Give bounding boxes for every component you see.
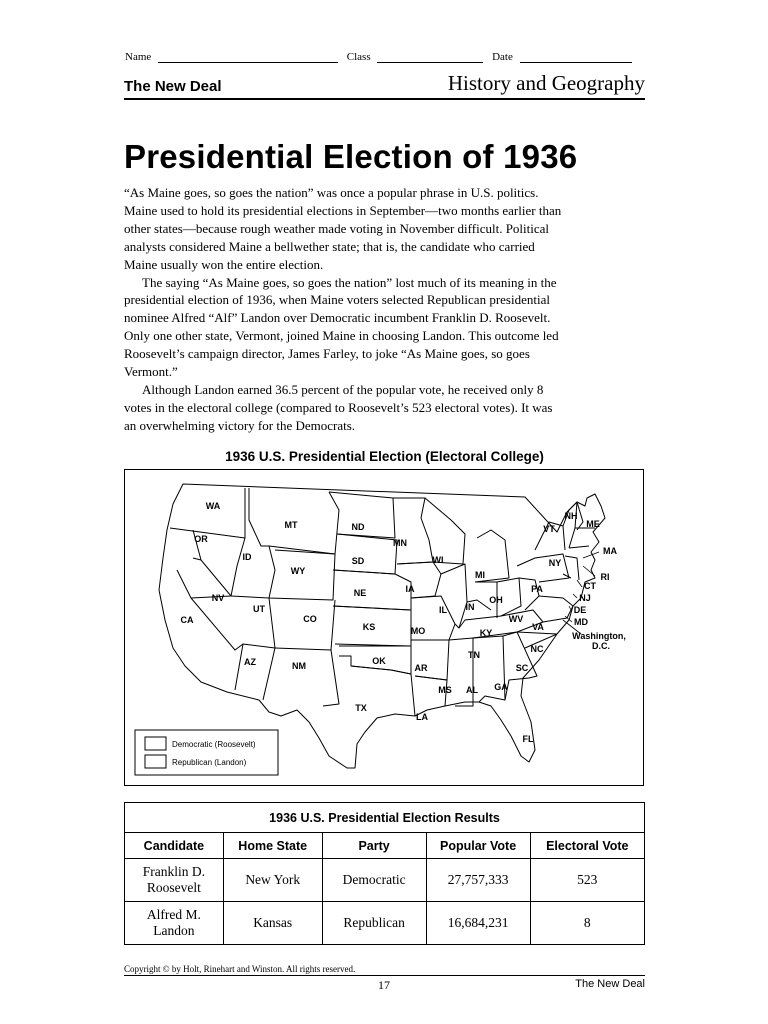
candidate-cell (125, 859, 224, 902)
state-label-ia: IA (405, 584, 415, 594)
state-label-nc: NC (530, 644, 544, 654)
home-state-cell: Kansas (223, 902, 322, 945)
candidate-first-name: Alfred M. (146, 907, 201, 922)
state-label-ks: KS (362, 622, 376, 632)
state-label-md: MD (574, 617, 588, 627)
state-label-wy: WY (290, 566, 306, 576)
state-label-dc-line2: D.C. (592, 641, 610, 651)
state-label-al: AL (466, 685, 478, 695)
state-label-nv: NV (211, 593, 225, 603)
state-label-va: VA (532, 622, 544, 632)
copyright-notice: Copyright © by Holt, Rinehart and Winston. All rights reserved. (124, 964, 356, 974)
state-label-wv: WV (508, 614, 524, 624)
table-row (125, 859, 645, 902)
electoral-map (124, 469, 644, 786)
paragraph: “As Maine goes, so goes the nation” was once a popular phrase in U.S. politics. Maine used to hold its presidential elections in September—two months earlier than other states—because rough weather made voting in November difficult. Political analysts considered Maine a bellwether state; that is, the candidate who carried Maine usually won the entire election. (124, 185, 562, 272)
state-label-oh: OH (489, 595, 503, 605)
footer-unit-title: The New Deal (575, 978, 645, 990)
date-blank[interactable] (520, 52, 632, 63)
state-label-ne: NE (353, 588, 367, 598)
state-label-mo: MO (410, 626, 426, 636)
state-label-ny: NY (548, 558, 562, 568)
state-label-fl: FL (522, 734, 534, 744)
state-label-nd: ND (351, 522, 365, 532)
candidate-last-name: Landon (153, 923, 195, 938)
state-label-ar: AR (414, 663, 428, 673)
party-cell: Republican (322, 902, 426, 945)
state-label-me: ME (586, 519, 600, 529)
home-state-cell: New York (223, 859, 322, 902)
class-blank[interactable] (377, 52, 483, 63)
state-label-ut: UT (253, 604, 265, 614)
name-blank[interactable] (158, 52, 338, 63)
paragraph: Although Landon earned 36.5 percent of the popular vote, he received only 8 votes in the electoral college (compared to Roosevelt’s 523 electoral votes). It was an overwhelming victory for the Democrats. (124, 381, 553, 433)
state-label-sc: SC (515, 663, 529, 673)
state-label-ca: CA (180, 615, 194, 625)
state-label-or: OR (194, 534, 208, 544)
candidate-last-name: Roosevelt (146, 880, 201, 895)
state-label-de: DE (573, 605, 587, 615)
results-table (124, 802, 645, 945)
map-title: 1936 U.S. Presidential Election (Electoral College) (225, 449, 544, 464)
state-label-wa: WA (205, 501, 221, 511)
column-header: Party (322, 833, 426, 859)
electoral-vote-cell: 8 (530, 902, 644, 945)
state-label-mi: MI (475, 570, 485, 580)
candidate-cell (125, 902, 224, 945)
column-header: Candidate (125, 833, 224, 859)
student-info-line (125, 51, 645, 67)
state-label-nm: NM (292, 661, 306, 671)
state-label-ri: RI (600, 572, 610, 582)
popular-vote-cell: 16,684,231 (426, 902, 530, 945)
state-label-il: IL (439, 605, 447, 615)
state-label-co: CO (303, 614, 317, 624)
state-label-tn: TN (468, 650, 480, 660)
date-label: Date (492, 51, 513, 63)
footer-divider (124, 975, 645, 976)
legend-republican: Republican (Landon) (172, 758, 247, 767)
class-label: Class (346, 51, 371, 63)
state-label-az: AZ (244, 657, 256, 667)
state-label-in: IN (465, 602, 475, 612)
state-label-wi: WI (432, 555, 444, 565)
popular-vote-cell: 27,757,333 (426, 859, 530, 902)
candidate-first-name: Franklin D. (142, 864, 206, 879)
state-label-nj: NJ (579, 593, 591, 603)
page-number: 17 (378, 978, 390, 992)
state-label-ok: OK (372, 656, 386, 666)
unit-title: The New Deal (124, 78, 222, 95)
paragraph: The saying “As Maine goes, so goes the nation” lost much of its meaning in the presidential election of 1936, when Maine voters selected Republican presidential nominee Alfred “Alf” Landon over Democratic incumbent Franklin D. Roosevelt. Only one other state, Vermont, joined Maine in choosing Landon. This outcome led Roosevelt’s campaign director, James Farley, to joke “As Maine goes, so goes Vermont.” (124, 274, 559, 380)
state-label-id: ID (242, 552, 252, 562)
state-label-mt: MT (284, 520, 298, 530)
democratic-swatch (145, 737, 166, 750)
state-label-pa: PA (531, 584, 543, 594)
state-label-ma: MA (603, 546, 617, 556)
name-label: Name (125, 51, 152, 63)
column-header: Home State (223, 833, 322, 859)
republican-swatch (145, 755, 166, 768)
us-map-graphic (125, 470, 643, 785)
electoral-vote-cell: 523 (530, 859, 644, 902)
table-caption: 1936 U.S. Presidential Election Results (125, 803, 645, 833)
state-label-ga: GA (494, 682, 508, 692)
page-title: Presidential Election of 1936 (124, 138, 578, 175)
state-label-dc: Washington, (572, 631, 626, 641)
column-header: Electoral Vote (530, 833, 644, 859)
series-header (124, 72, 645, 100)
table-row (125, 902, 645, 945)
state-label-ms: MS (438, 685, 452, 695)
party-cell: Democratic (322, 859, 426, 902)
series-title: History and Geography (447, 71, 645, 95)
state-label-tx: TX (355, 703, 367, 713)
state-label-sd: SD (351, 556, 365, 566)
body-text (124, 184, 564, 435)
map-legend (135, 730, 278, 775)
state-label-ky: KY (479, 628, 493, 638)
column-header: Popular Vote (426, 833, 530, 859)
legend-democratic: Democratic (Roosevelt) (172, 740, 256, 749)
state-label-mn: MN (393, 538, 407, 548)
state-label-vt: VT (543, 524, 555, 534)
state-label-nh: NH (564, 511, 578, 521)
state-label-la: LA (416, 712, 428, 722)
state-label-ct: CT (584, 581, 596, 591)
